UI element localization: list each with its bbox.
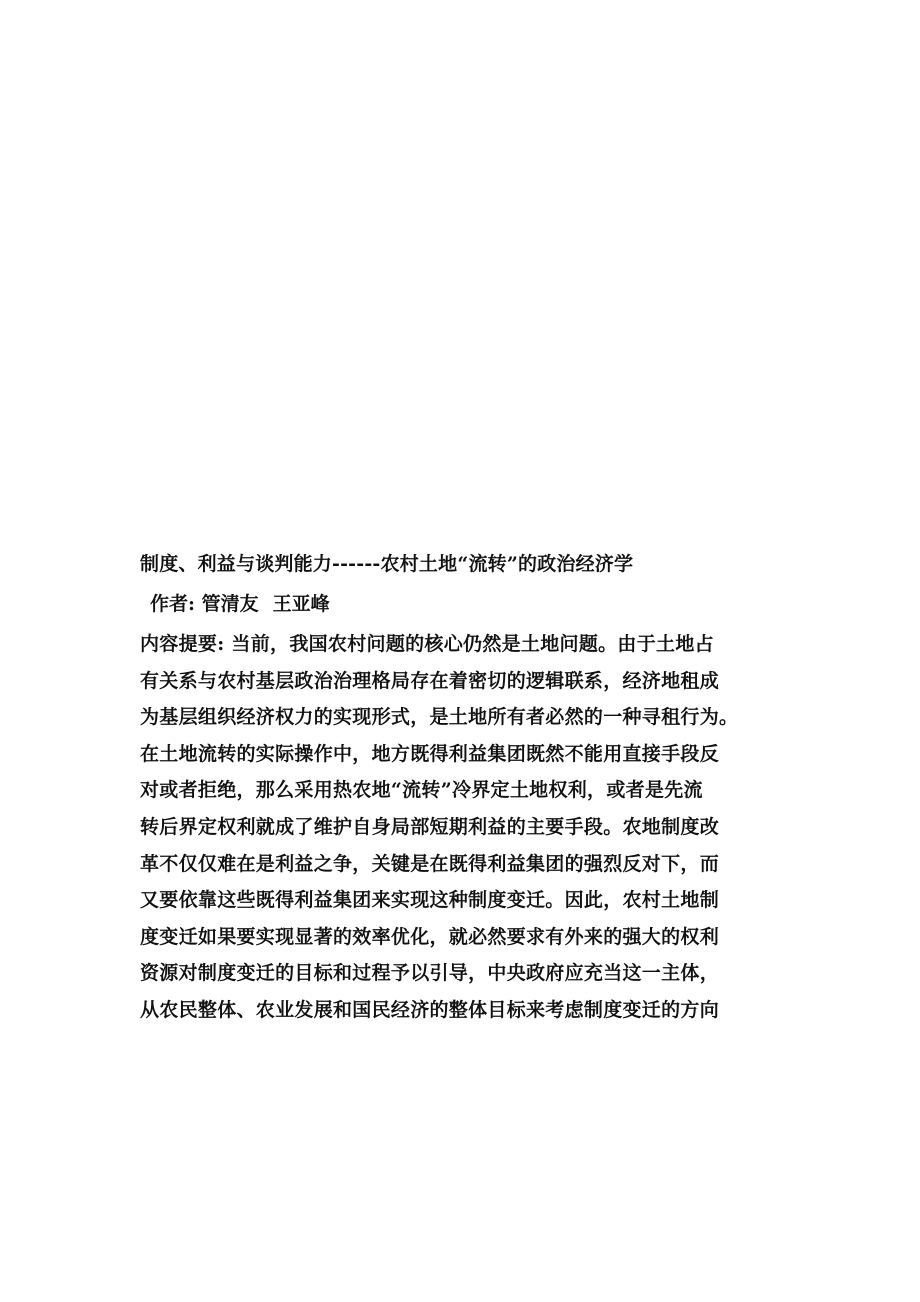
abstract-line: 对或者拒绝，那么采用热农地“流转”冷界定土地权利，或者是先流 bbox=[140, 779, 703, 802]
abstract-line: 革不仅仅难在是利益之争，关键是在既得利益集团的强烈反对下，而 bbox=[140, 852, 720, 875]
abstract-line: 转后界定权利就成了维护自身局部短期利益的主要手段。农地制度改 bbox=[140, 815, 720, 838]
abstract-line: 为基层组织经济权力的实现形式，是土地所有者必然的一种寻租行为。 bbox=[140, 706, 739, 729]
abstract-line: 资源对制度变迁的目标和过程予以引导，中央政府应充当这一主体， bbox=[140, 962, 720, 985]
author-name: 王亚峰 bbox=[272, 593, 330, 615]
abstract-line: 在土地流转的实际操作中，地方既得利益集团既然不能用直接手段反 bbox=[140, 742, 720, 765]
abstract-line: 内容提要: 当前，我国农村问题的核心仍然是土地问题。由于土地占 bbox=[140, 633, 714, 655]
abstract-line: 有关系与农村基层政治治理格局存在着密切的逻辑联系，经济地租成 bbox=[140, 669, 720, 692]
abstract-line: 又要依靠这些既得利益集团来实现这种制度变迁。因此，农村土地制 bbox=[140, 889, 720, 912]
abstract bbox=[140, 626, 800, 1029]
abstract-line: 从农民整体、农业发展和国民经济的整体目标来考虑制度变迁的方向 bbox=[140, 998, 720, 1021]
document-title: 制度、利益与谈判能力------农村土地“流转”的政治经济学 bbox=[140, 553, 634, 575]
abstract-line: 度变迁如果要实现显著的效率优化，就必然要求有外来的强大的权利 bbox=[140, 925, 720, 948]
document-body bbox=[140, 546, 800, 1029]
author-label: 作者: bbox=[150, 593, 196, 615]
author-line bbox=[140, 586, 800, 622]
author-name: 管清友 bbox=[201, 593, 259, 615]
